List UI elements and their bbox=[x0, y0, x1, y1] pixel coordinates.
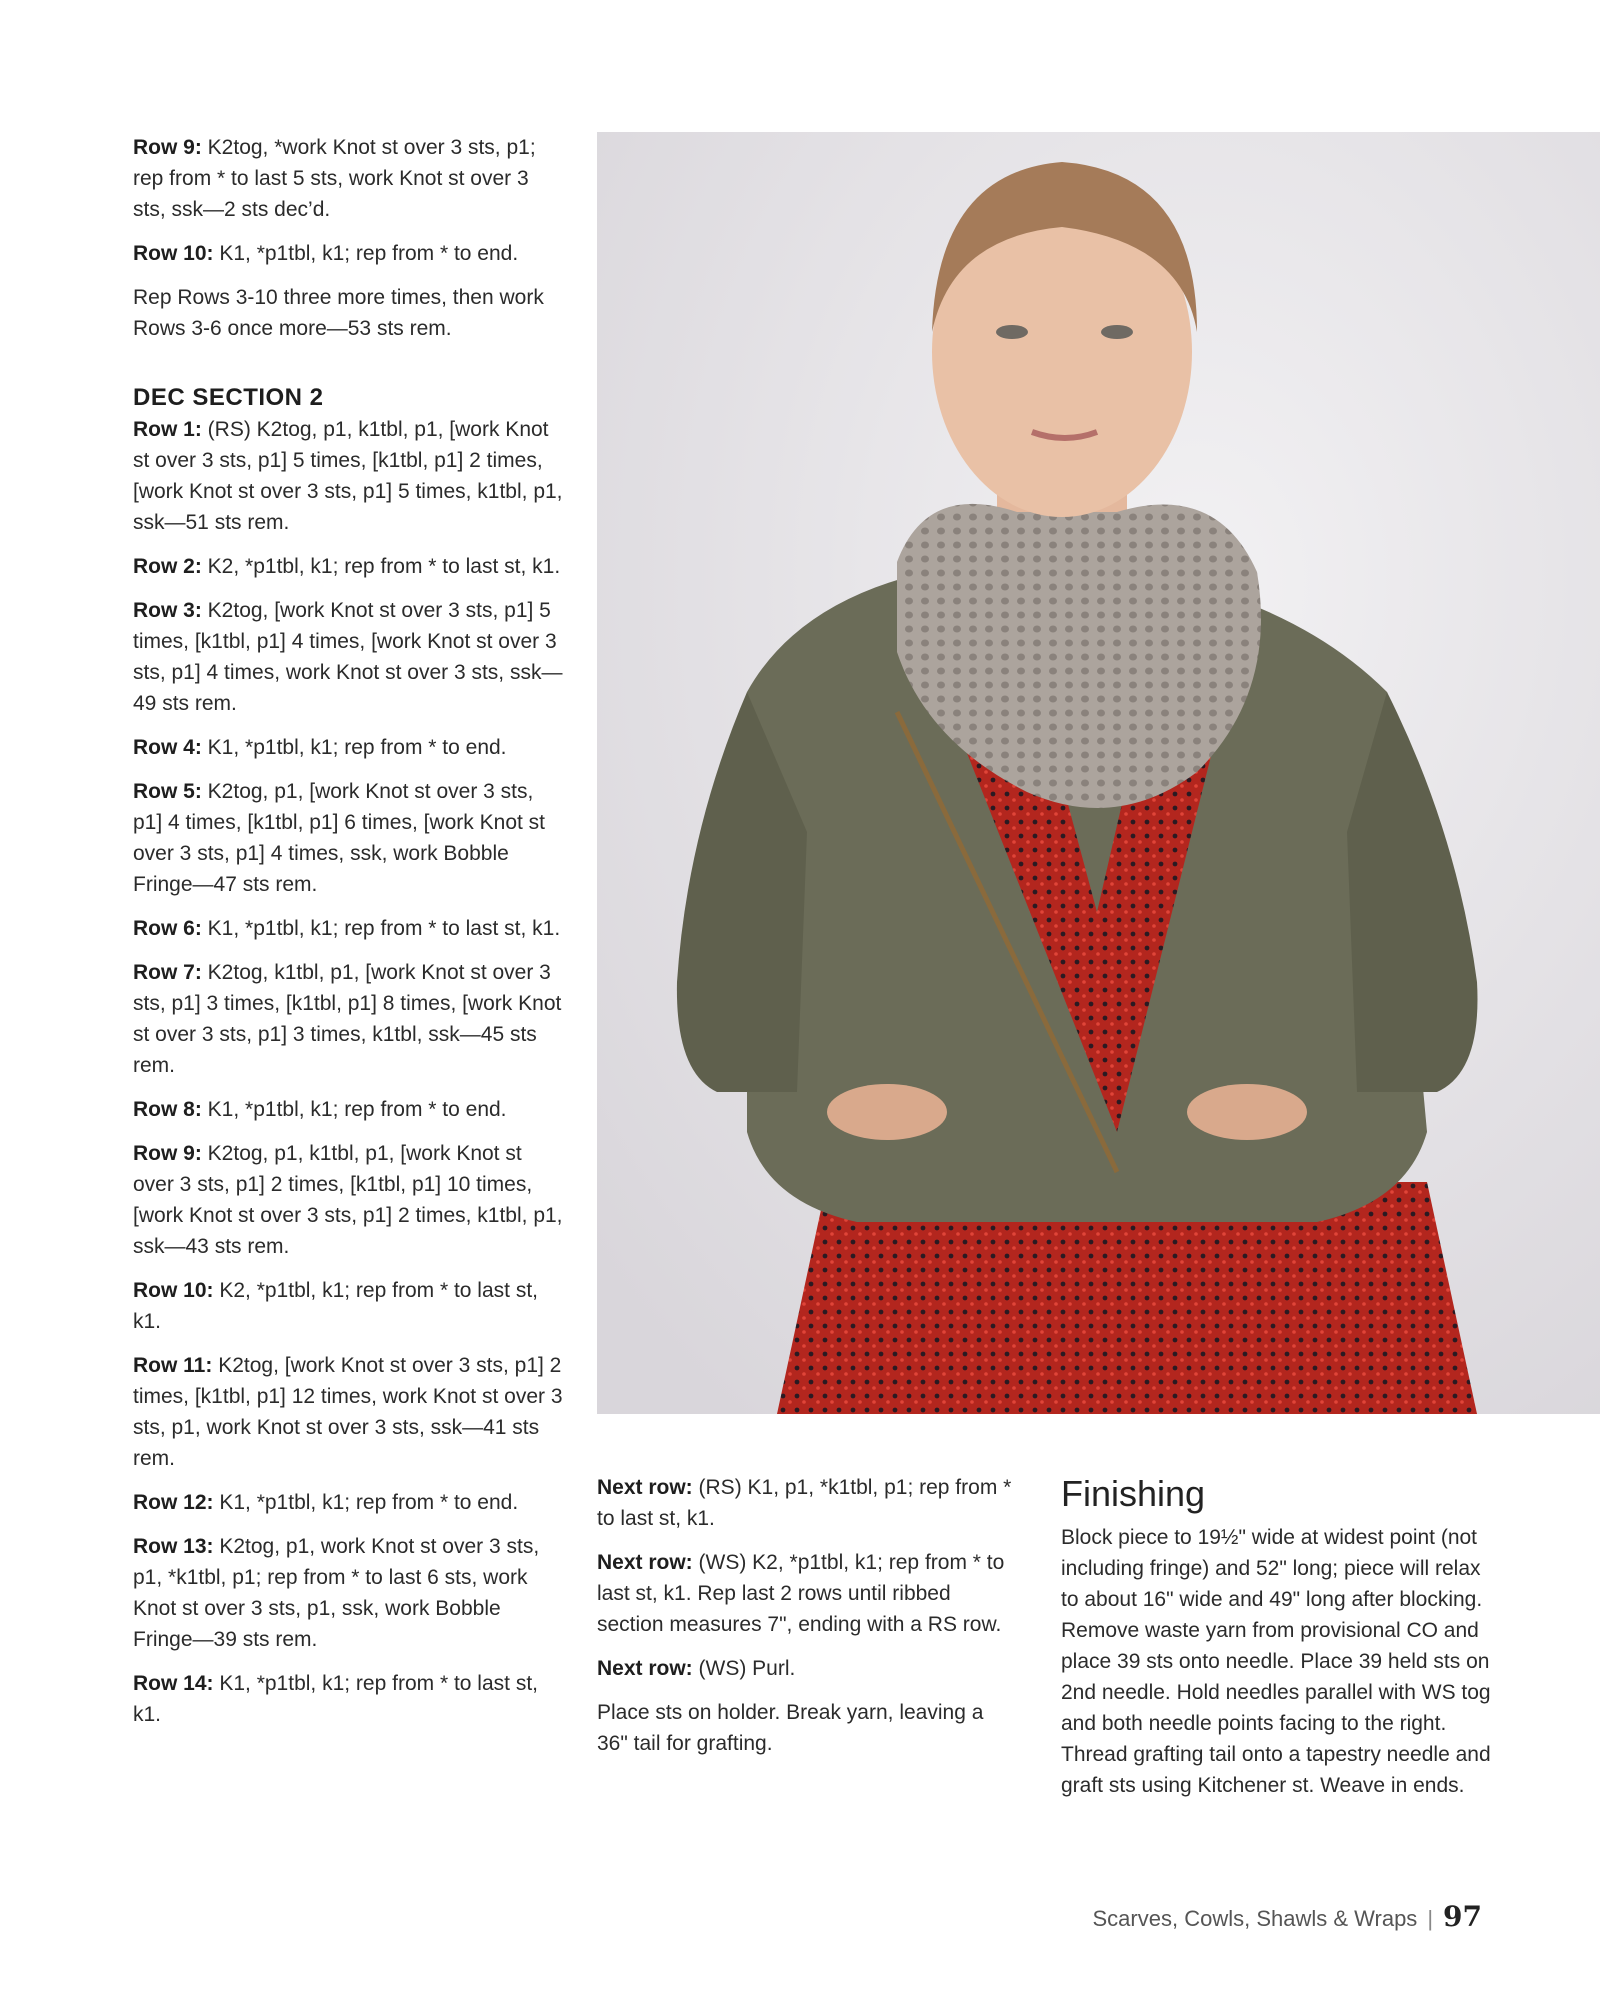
dec2-row-9: Row 9: K2tog, p1, k1tbl, p1, [work Knot st over 3 sts, p1] 2 times, [k1tbl, p1] 10 times, [work Knot st over 3 sts, p1] 2 times, k1tbl, p1, ssk—43 sts rem. bbox=[133, 1142, 563, 1258]
finishing-column bbox=[1061, 1472, 1501, 1814]
footer-separator: | bbox=[1427, 1906, 1434, 1931]
left-eye bbox=[996, 325, 1028, 339]
right-eye bbox=[1101, 325, 1133, 339]
dec2-row-14: Row 14: K1, *p1tbl, k1; rep from * to last st, k1. bbox=[133, 1672, 538, 1726]
dec2-row-3: Row 3: K2tog, [work Knot st over 3 sts, p1] 5 times, [k1tbl, p1] 4 times, [work Knot st over 3 sts, p1] 4 times, work Knot st over 3 sts, ssk—49 sts rem. bbox=[133, 599, 563, 715]
dec2-row-8: Row 8: K1, *p1tbl, k1; rep from * to end. bbox=[133, 1098, 507, 1121]
repeat-note: Rep Rows 3-10 three more times, then work Rows 3-6 once more—53 sts rem. bbox=[133, 286, 544, 340]
page-number: 97 bbox=[1443, 1900, 1482, 1933]
finishing-text: Block piece to 19½" wide at widest point (not including fringe) and 52" long; piece will relax to about 16" wide and 49" long after blocking. Remove waste yarn from provisional CO and place 39 sts onto needle. Place 39 held sts on 2nd needle. Hold needles parallel with WS tog and both needle points facing to the right. Thread grafting tail onto a tapestry needle and graft sts using Kitchener st. Weave in ends. bbox=[1061, 1526, 1491, 1797]
model-photo-illustration bbox=[597, 132, 1600, 1414]
dec-section-2-heading: DEC SECTION 2 bbox=[133, 384, 324, 411]
model-photo bbox=[597, 132, 1600, 1414]
next-row-rs: Next row: (RS) K1, p1, *k1tbl, p1; rep from * to last st, k1. bbox=[597, 1476, 1012, 1530]
next-row-ws-purl: Next row: (WS) Purl. bbox=[597, 1657, 796, 1680]
dec2-row-4: Row 4: K1, *p1tbl, k1; rep from * to end. bbox=[133, 736, 507, 759]
right-hand bbox=[1187, 1084, 1307, 1140]
middle-column bbox=[597, 1472, 1017, 1772]
next-row-ws-rib: Next row: (WS) K2, *p1tbl, k1; rep from * to last st, k1. Rep last 2 rows until ribbed section measures 7", ending with a RS row. bbox=[597, 1551, 1005, 1636]
dec2-row-11: Row 11: K2tog, [work Knot st over 3 sts, p1] 2 times, [k1tbl, p1] 12 times, work Knot st over 3 sts, p1, work Knot st over 3 sts, ssk—41 sts rem. bbox=[133, 1354, 563, 1470]
dec2-row-10: Row 10: K2, *p1tbl, k1; rep from * to last st, k1. bbox=[133, 1279, 538, 1333]
left-column bbox=[133, 132, 563, 1743]
dec2-row-13: Row 13: K2tog, p1, work Knot st over 3 sts, p1, *k1tbl, p1; rep from * to last 6 sts, work Knot st over 3 sts, p1, ssk, work Bobble Fringe—39 sts rem. bbox=[133, 1535, 540, 1651]
dec2-row-2: Row 2: K2, *p1tbl, k1; rep from * to last st, k1. bbox=[133, 555, 561, 578]
dec2-row-12: Row 12: K1, *p1tbl, k1; rep from * to end. bbox=[133, 1491, 519, 1514]
dec2-row-5: Row 5: K2tog, p1, [work Knot st over 3 sts, p1] 4 times, [k1tbl, p1] 6 times, [work Knot st over 3 sts, p1] 4 times, ssk, work Bobble Fringe—47 sts rem. bbox=[133, 780, 546, 896]
page-footer bbox=[1000, 1900, 1482, 1933]
left-hand bbox=[827, 1084, 947, 1140]
finishing-heading: Finishing bbox=[1061, 1473, 1206, 1514]
dec2-row-1: Row 1: (RS) K2tog, p1, k1tbl, p1, [work Knot st over 3 sts, p1] 5 times, [k1tbl, p1] 2 times, [work Knot st over 3 sts, p1] 5 times, k1tbl, p1, ssk—51 sts rem. bbox=[133, 418, 563, 534]
dec2-row-7: Row 7: K2tog, k1tbl, p1, [work Knot st over 3 sts, p1] 3 times, [k1tbl, p1] 8 times, [work Knot st over 3 sts, p1] 3 times, k1tbl, ssk—45 sts rem. bbox=[133, 961, 562, 1077]
row-9-instruction: Row 9: K2tog, *work Knot st over 3 sts, p1; rep from * to last 5 sts, work Knot st over 3 sts, ssk—2 sts dec’d. bbox=[133, 136, 536, 221]
footer-section-title: Scarves, Cowls, Shawls & Wraps bbox=[1092, 1906, 1418, 1931]
row-10-instruction: Row 10: K1, *p1tbl, k1; rep from * to end. bbox=[133, 242, 519, 265]
dec2-row-6: Row 6: K1, *p1tbl, k1; rep from * to last st, k1. bbox=[133, 917, 561, 940]
place-sts-note: Place sts on holder. Break yarn, leaving a 36" tail for grafting. bbox=[597, 1701, 984, 1755]
